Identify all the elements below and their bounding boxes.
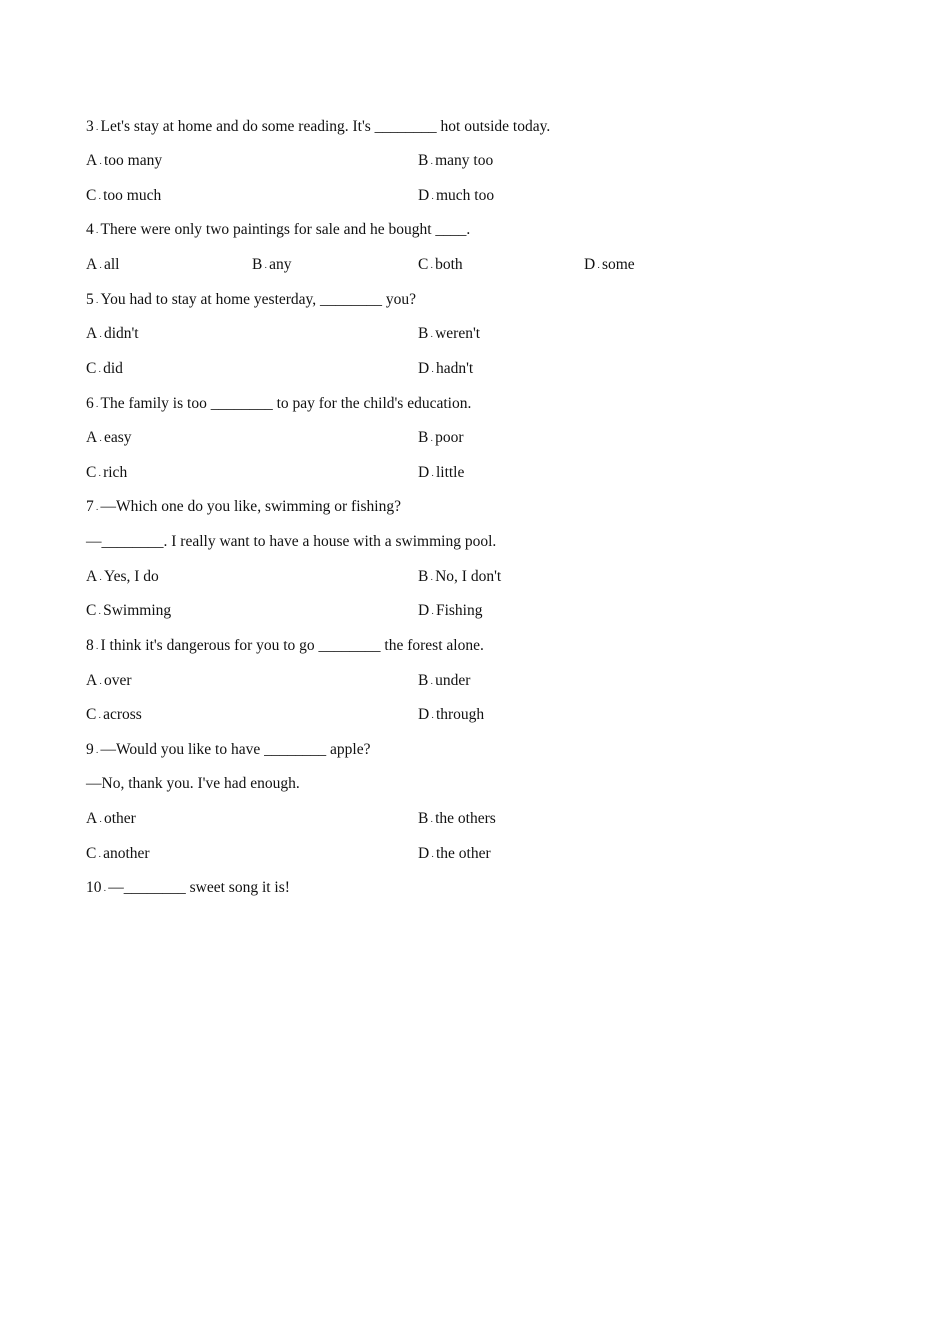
question-5-option-c[interactable]: C . did — [86, 360, 123, 377]
question-7-option-b[interactable]: B . No, I don't — [418, 568, 502, 585]
question-4-option-c[interactable]: C . both — [418, 256, 463, 273]
question-3-stem: 3 . Let's stay at home and do some reading. It's ________ hot outside today. — [86, 118, 551, 135]
question-3-option-a[interactable]: A . too many — [86, 152, 163, 169]
question-6-option-a[interactable]: A . easy — [86, 429, 132, 446]
question-4-option-a[interactable]: A . all — [86, 256, 120, 273]
question-3-option-d[interactable]: D . much too — [418, 187, 495, 204]
question-7-option-d[interactable]: D . Fishing — [418, 602, 483, 619]
question-7-option-c[interactable]: C . Swimming — [86, 602, 172, 619]
question-5-option-a[interactable]: A . didn't — [86, 325, 139, 342]
question-8-option-a[interactable]: A . over — [86, 672, 132, 689]
question-4-option-b[interactable]: B . any — [252, 256, 292, 273]
question-8-option-d[interactable]: D . through — [418, 706, 485, 723]
question-6-option-d[interactable]: D . little — [418, 464, 465, 481]
question-9-option-c[interactable]: C . another — [86, 845, 150, 862]
question-8-option-c[interactable]: C . across — [86, 706, 142, 723]
question-4-stem: 4 . There were only two paintings for sale and he bought ____. — [86, 221, 471, 238]
question-7-stem-line-2: —________. I really want to have a house with a swimming pool. — [86, 533, 497, 550]
question-9-stem-line-2: —No, thank you. I've had enough. — [86, 775, 300, 792]
question-9-option-d[interactable]: D . the other — [418, 845, 491, 862]
question-9-stem: 9 . —Would you like to have ________ apple? — [86, 741, 371, 758]
question-7-option-a[interactable]: A . Yes, I do — [86, 568, 159, 585]
question-5-stem: 5 . You had to stay at home yesterday, ________ you? — [86, 291, 417, 308]
question-6-option-b[interactable]: B . poor — [418, 429, 464, 446]
question-7-stem: 7 . —Which one do you like, swimming or fishing? — [86, 498, 401, 515]
question-10-stem: 10 . —________ sweet song it is! — [86, 879, 290, 896]
question-6-stem: 6 . The family is too ________ to pay for the child's education. — [86, 395, 472, 412]
question-4-option-d[interactable]: D . some — [584, 256, 635, 273]
question-6-option-c[interactable]: C . rich — [86, 464, 128, 481]
question-9-option-b[interactable]: B . the others — [418, 810, 496, 827]
question-8-option-b[interactable]: B . under — [418, 672, 471, 689]
question-8-stem: 8 . I think it's dangerous for you to go ________ the forest alone. — [86, 637, 484, 654]
question-5-option-b[interactable]: B . weren't — [418, 325, 481, 342]
question-9-option-a[interactable]: A . other — [86, 810, 136, 827]
question-3-option-c[interactable]: C . too much — [86, 187, 162, 204]
question-5-option-d[interactable]: D . hadn't — [418, 360, 474, 377]
question-3-option-b[interactable]: B . many too — [418, 152, 494, 169]
